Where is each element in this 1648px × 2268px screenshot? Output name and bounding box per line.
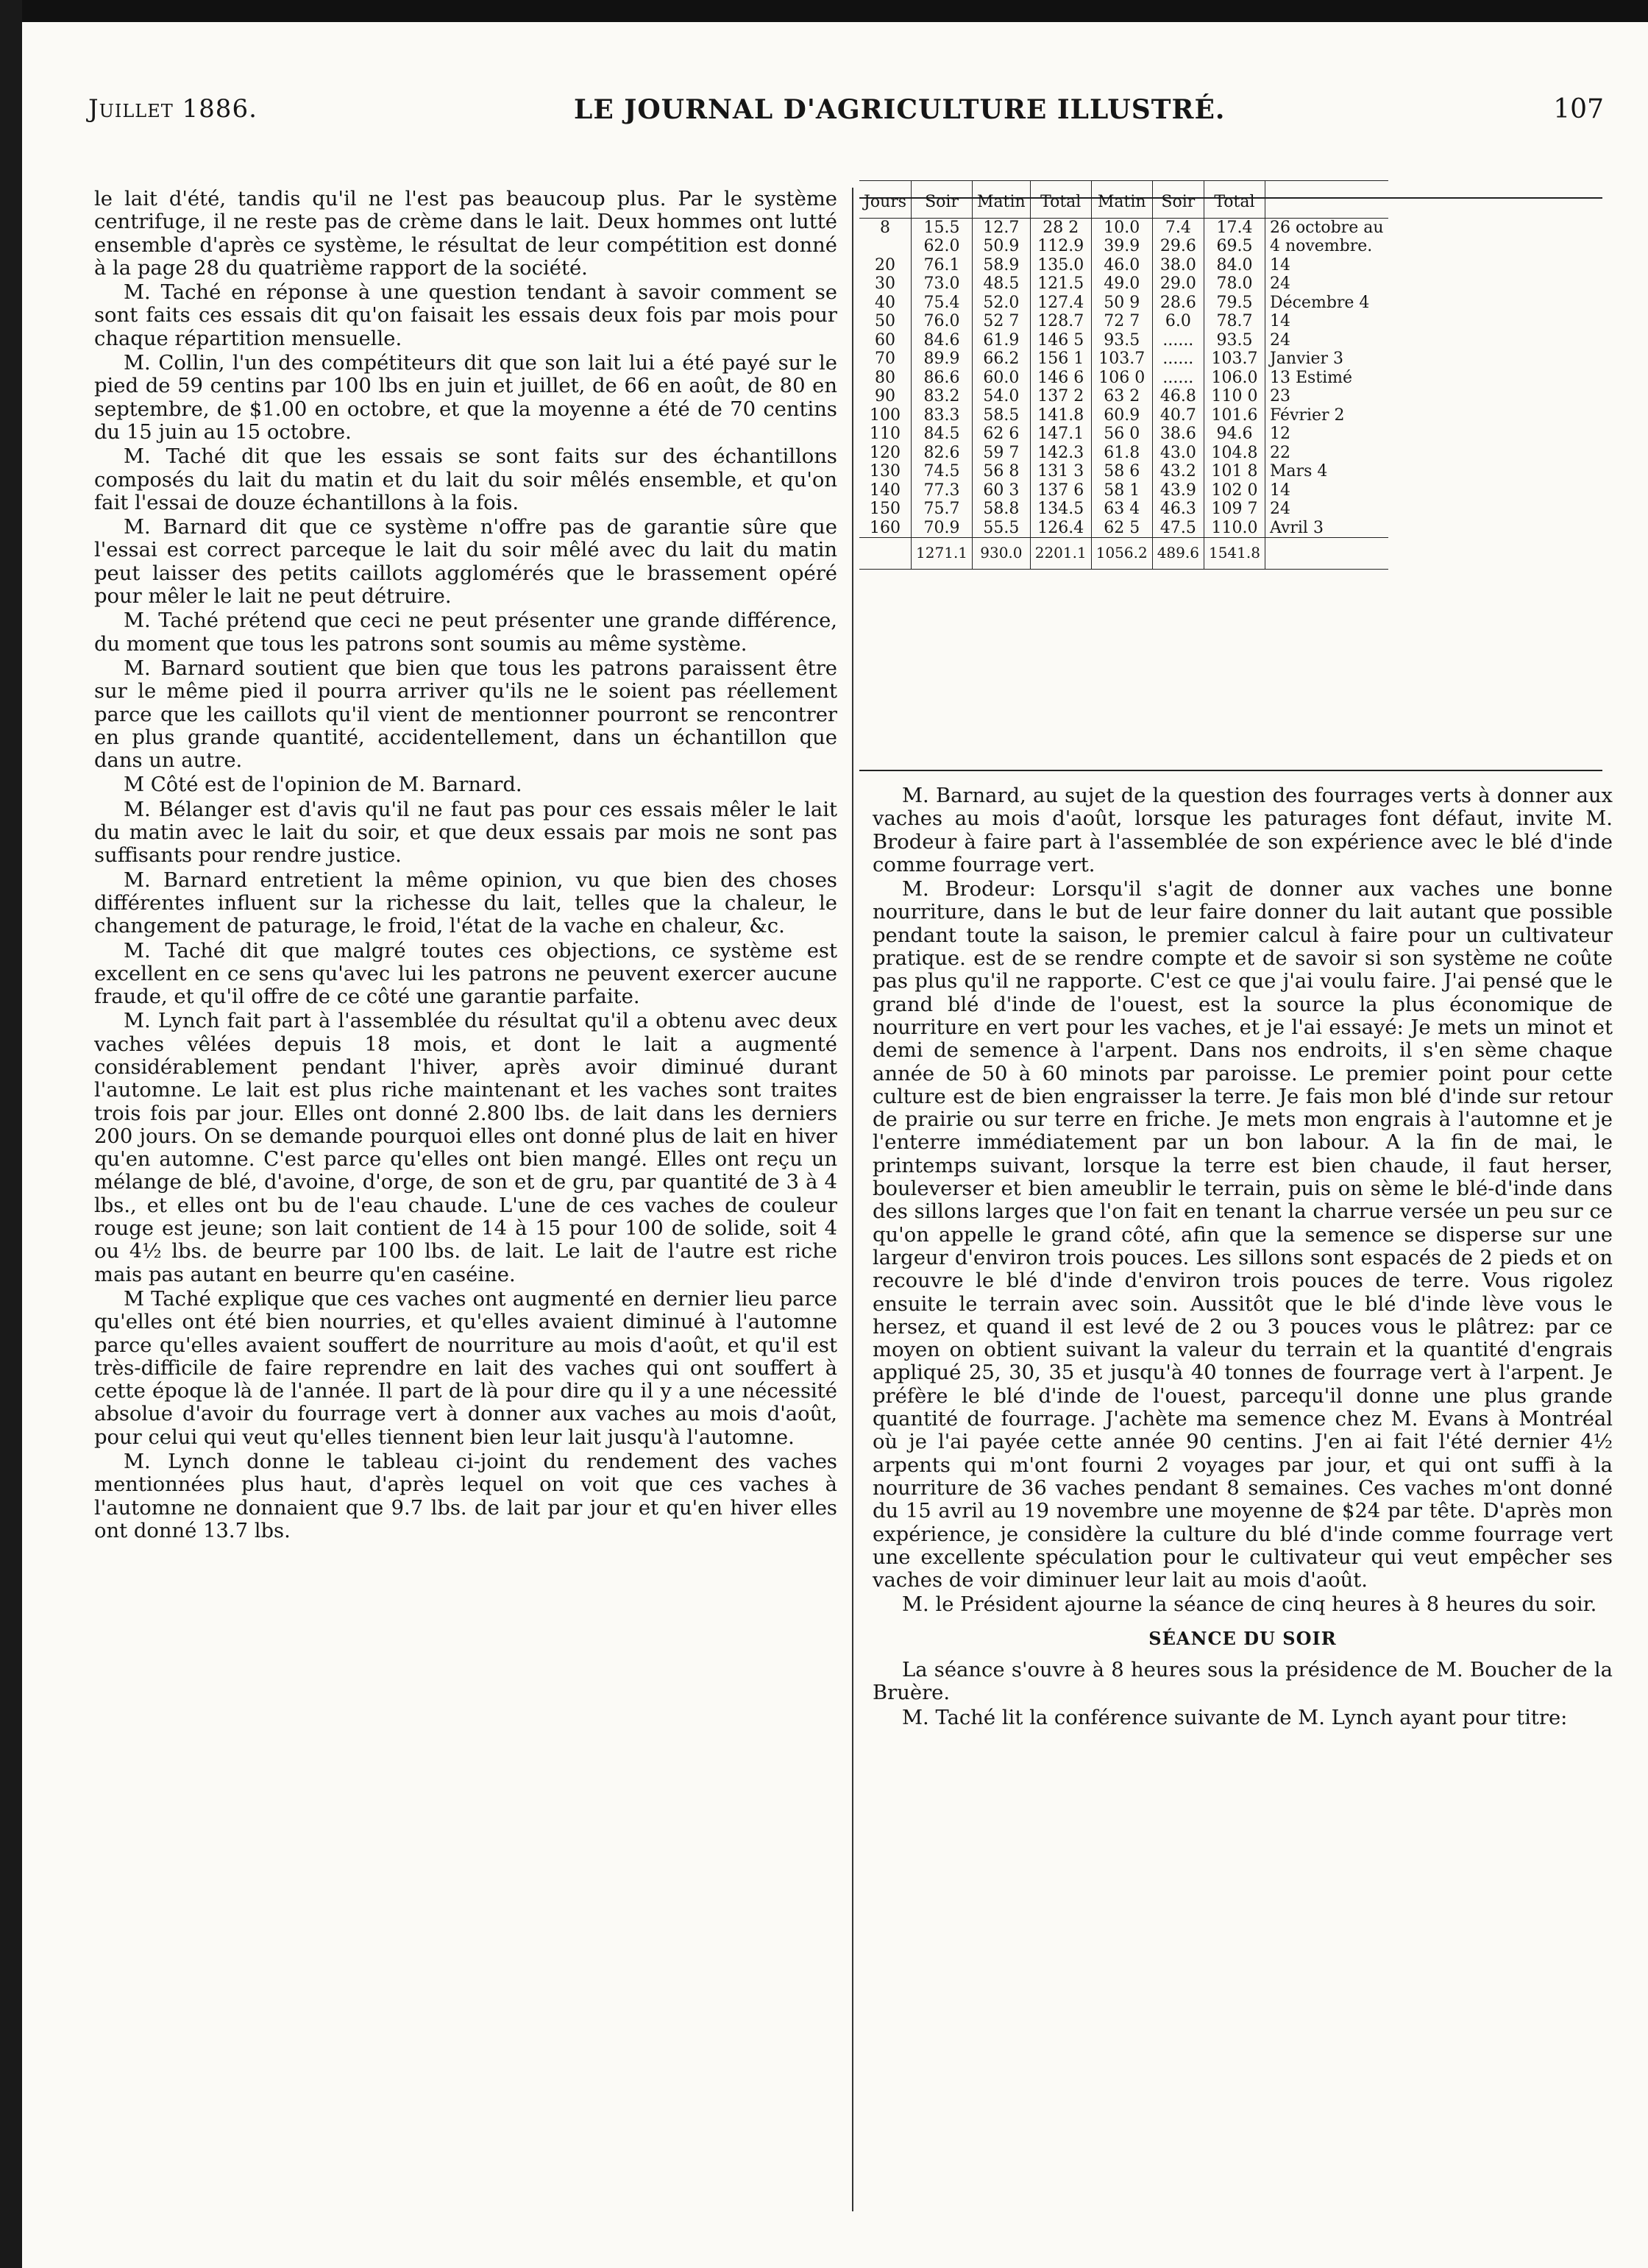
table-cell: 94.6 [1204, 425, 1265, 444]
table-cell: 69.5 [1204, 237, 1265, 256]
table-header-cell: Soir [1152, 181, 1204, 219]
table-cell: 127.4 [1030, 294, 1091, 313]
table-cell: 28 2 [1030, 218, 1091, 237]
table-cell: 40.7 [1152, 406, 1204, 425]
table-header-cell: Total [1030, 181, 1091, 219]
scan-left-border [0, 0, 22, 2268]
table-cell: 20 [875, 255, 896, 274]
table-cell: 76.0 [912, 312, 973, 331]
table-row [859, 462, 1388, 481]
table-cell: 84.0 [1204, 256, 1265, 275]
table-cell: 126.4 [1030, 519, 1091, 538]
table-row [859, 369, 1388, 388]
table-cell: 137 6 [1030, 481, 1091, 500]
table-cell: 62 6 [973, 425, 1031, 444]
table-row [859, 350, 1388, 369]
table-cell: 60 [875, 330, 896, 350]
table-cell: 78.7 [1204, 312, 1265, 331]
table-cell: 7.4 [1152, 218, 1204, 237]
right-column [873, 784, 1613, 1731]
table-cell: 72 7 [1091, 312, 1152, 331]
table-cell: 78.0 [1204, 274, 1265, 294]
table-cell: 121.5 [1030, 274, 1091, 294]
table-cell: 110.0 [1204, 519, 1265, 538]
paragraph: M. Barnard dit que ce système n'offre pas de garantie sûre que l'essai est correct parceque le lait du soir mêlé avec du lait du matin peut laisser des petits caillots agglomérés que le brassement opéré pour mêler le lait ne peut détruire. [94, 516, 837, 609]
paragraph: M. Taché prétend que ceci ne peut présenter une grande différence, du moment que tous les patrons sont soumis au même système. [94, 609, 837, 656]
table-cell: 24 [1265, 500, 1388, 519]
table-cell: 120 [870, 443, 901, 462]
table-cell: 62 5 [1091, 519, 1152, 538]
table-cell: 60 3 [973, 481, 1031, 500]
table-header-cell: Total [1204, 181, 1265, 219]
table-cell: 38.0 [1152, 256, 1204, 275]
table-cell: 50 9 [1091, 294, 1152, 313]
table-cell: 60.0 [973, 369, 1031, 388]
table-cell [859, 237, 912, 256]
table-total-cell: 1271.1 [912, 538, 973, 570]
table-cell: 109 7 [1204, 500, 1265, 519]
paragraph: M. Barnard soutient que bien que tous les patrons paraissent être sur le même pied il pourra arriver qu'ils ne le soient pas réellement parce que les caillots qu'il vient de mentionner pourront se rencontrer en plus grande quantité, accidentellement, dans un échantillon que dans un autre. [94, 656, 837, 773]
table-row [859, 425, 1388, 444]
table-cell: 70.9 [912, 519, 973, 538]
table-cell: 106 0 [1091, 369, 1152, 388]
table-cell: 61.8 [1091, 444, 1152, 463]
table-cell: 103.7 [1204, 350, 1265, 369]
table-cell: 147.1 [1030, 425, 1091, 444]
table-cell: 100 [870, 405, 901, 425]
table-cell: 22 [1265, 444, 1388, 463]
table-cell: 24 [1265, 274, 1388, 294]
table-cell: 54.0 [973, 387, 1031, 406]
paragraph: le lait d'été, tandis qu'il ne l'est pas beaucoup plus. Par le système centrifuge, il ne reste pas de crème dans le lait. Deux hommes ont lutté ensemble d'après ce système, le résultat de leur compétition est donné à la page 28 du quatrième rapport de la société. [94, 188, 837, 280]
table-cell: Janvier 3 [1265, 350, 1388, 369]
table-cell: 40 [875, 293, 896, 312]
table-cell: 131 3 [1030, 462, 1091, 481]
table-cell: 24 [1265, 331, 1388, 350]
table-cell: 142.3 [1030, 444, 1091, 463]
table-cell: 102 0 [1204, 481, 1265, 500]
table-cell: 12 [1265, 425, 1388, 444]
table-cell: 6.0 [1152, 312, 1204, 331]
table-bottom-rule [859, 770, 1602, 771]
table-cell: 74.5 [912, 462, 973, 481]
table-cell: 56 0 [1091, 425, 1152, 444]
table-cell: 146 6 [1030, 369, 1091, 388]
paragraph: M. Brodeur: Lorsqu'il s'agit de donner aux vaches une bonne nourriture, dans le but de leur faire donner du lait autant que possible pendant toute la saison, le premier calcul à faire pour un cultivateur pratique. est de se rendre compte et de savoir si son système ne coûte pas plus qu'il ne rapporte. C'est ce que j'ai voulu faire. J'ai pensé que le grand blé d'inde de l'ouest, est la source la plus économique de nourriture en vert pour les vaches, et je l'ai essayé: Je mets un minot et demi de semence à l'arpent. Dans nos endroits, il s'en sème chaque année de 50 à 60 minots par paroisse. Le premier point pour cette culture est de bien engraisser la terre. Je fais mon blé d'inde sur retour de prairie ou sur terre en friche. Je mets mon engrais à l'automne et je l'enterre immédiatement par un bon labour. A la fin de mai, le printemps suivant, lorsque la terre est bien chaude, il faut herser, bouleverser et bien ameublir le terrain, puis on sème le blé-d'inde dans des sillons larges que l'on fait en tenant la charrue versée un peu sur ce qu'on appelle le grand côté, afin que la semence se disperse sur une largeur d'environ trois pouces. Les sillons sont espacés de 2 pieds et on recouvre le blé d'inde d'environ trois pouces de terre. Vous rigolez ensuite le terrain avec soin. Aussitôt que le blé d'inde lève vous le hersez, et quand il est levé de 2 ou 3 pouces vous le plâtrez: par ce moyen on obtient suivant la valeur du terrain et la quantité d'engrais appliqué 25, 30, 35 et jusqu'à 40 tonnes de fourrage vert à l'arpent. Je préfère le blé d'inde de l'ouest, parcequ'il donne une plus grande quantité de fourrage. J'achète ma semence chez M. Evans à Montréal où je l'ai payée cette année 90 centins. J'en ai fait l'été dernier 4½ arpents qui m'ont fourni 2 voyages par jour, et qui ont suffi à la nourriture de 36 vaches pendant 8 semaines. Ces vaches m'ont donné du 15 avril au 19 novembre une moyenne de $24 par tête. D'après mon expérience, je considère la culture du blé d'inde comme fourrage vert une excellente spéculation pour le cultivateur qui veut empêcher ses vaches de voir diminuer leur lait au mois d'août. [873, 878, 1613, 1592]
table-total-cell: 930.0 [973, 538, 1031, 570]
table-cell: 130 [870, 462, 901, 481]
table-header-cell: Jours [859, 181, 912, 219]
table-cell: 12.7 [973, 218, 1031, 237]
table-cell: 50 [875, 312, 896, 330]
table-cell: 140 [870, 481, 901, 500]
table-cell: 15.5 [912, 218, 973, 237]
table-cell: 46.0 [1091, 256, 1152, 275]
table-row [859, 237, 1388, 256]
table-cell: 63 4 [1091, 500, 1152, 519]
table-cell: 104.8 [1204, 444, 1265, 463]
header-date: Juillet 1886. [88, 94, 258, 124]
table-cell: 75.4 [912, 294, 973, 313]
table-cell: 135.0 [1030, 256, 1091, 275]
table-row [859, 444, 1388, 463]
table-cell: 56 8 [973, 462, 1031, 481]
table-cell: 89.9 [912, 350, 973, 369]
table-row [859, 312, 1388, 331]
section-heading: SÉANCE DU SOIR [1148, 1627, 1337, 1649]
table-row [859, 256, 1388, 275]
table-cell: 52.0 [973, 294, 1031, 313]
table-cell: 29.6 [1152, 237, 1204, 256]
table-cell: 156 1 [1030, 350, 1091, 369]
table-cell: 58 1 [1091, 481, 1152, 500]
paragraph: M. Barnard, au sujet de la question des fourrages verts à donner aux vaches au mois d'août, lorsque les paturages font défaut, invite M. Brodeur à faire part à l'assemblée de son expérience avec le blé d'inde comme fourrage vert. [873, 784, 1613, 876]
table-cell: 73.0 [912, 274, 973, 294]
table-cell: Avril 3 [1265, 519, 1388, 538]
left-column [94, 188, 837, 1544]
table-cell: 23 [1265, 387, 1388, 406]
table-cell: 4 novembre. [1265, 237, 1388, 256]
table-cell: 82.6 [912, 444, 973, 463]
table-cell: Décembre 4 [1265, 294, 1388, 313]
table-cell: 39.9 [1091, 237, 1152, 256]
table-row [859, 331, 1388, 350]
table-cell: 43.0 [1152, 444, 1204, 463]
table-cell: ...... [1152, 331, 1204, 350]
table-cell: 112.9 [1030, 237, 1091, 256]
paragraph: M. Barnard entretient la même opinion, vu que bien des choses différentes influent sur la richesse du lait, telles que la chaleur, le changement de paturage, le froid, l'état de la vache en chaleur, &c. [94, 868, 837, 938]
table-cell: 128.7 [1030, 312, 1091, 331]
table-cell: 58.5 [973, 406, 1031, 425]
table-cell: 106.0 [1204, 369, 1265, 388]
table-cell: 83.2 [912, 387, 973, 406]
table-cell: 26 octobre au [1265, 218, 1388, 237]
table-cell: 48.5 [973, 274, 1031, 294]
table-cell: 103.7 [1091, 350, 1152, 369]
scan-top-border [0, 0, 1648, 22]
table-cell: 79.5 [1204, 294, 1265, 313]
table-header-cell: Matin [973, 181, 1031, 219]
paragraph: La séance s'ouvre à 8 heures sous la présidence de M. Boucher de la Bruère. [873, 1658, 1613, 1705]
table-cell: 47.5 [1152, 519, 1204, 538]
page-header [88, 94, 1604, 138]
table-total-row [859, 538, 1388, 570]
table-cell: 93.5 [1091, 331, 1152, 350]
table-row [859, 218, 1388, 237]
table-cell: 66.2 [973, 350, 1031, 369]
paragraph: M. Bélanger est d'avis qu'il ne faut pas pour ces essais mêler le lait du matin avec le lait du soir, et que deux essais par mois ne sont pas suffisants pour rendre justice. [94, 798, 837, 868]
header-page-number: 107 [1553, 94, 1604, 124]
table-cell: 10.0 [1091, 218, 1152, 237]
table-cell: 63 2 [1091, 387, 1152, 406]
table-cell: 86.6 [912, 369, 973, 388]
table-cell: 38.6 [1152, 425, 1204, 444]
table-cell: 137 2 [1030, 387, 1091, 406]
paragraph: M. Lynch fait part à l'assemblée du résultat qu'il a obtenu avec deux vaches vêlées depuis 18 mois, et dont le lait a augmenté considérablement pendant l'hiver, après avoir diminué durant l'automne. Le lait est plus riche maintenant et les vaches sont traites trois fois par jour. Elles ont donné 2.800 lbs. de lait dans les derniers 200 jours. On se demande pourquoi elles ont donné plus de lait en hiver qu'en automne. C'est parce qu'elles ont bien mangé. Elles ont reçu un mélange de blé, d'avoine, d'orge, de son et de gru, par quantité de 3 à 4 lbs., et elles ont bu de l'eau chaude. L'une de ces vaches de couleur rouge est jeune; son lait contient de 14 à 15 pour 100 de solide, soit 4 ou 4½ lbs. de beurre par 100 lbs. de lait. Le lait de l'autre est riche mais pas autant en beurre qu'en caséine. [94, 1010, 837, 1286]
table-cell: 83.3 [912, 406, 973, 425]
table-row [859, 387, 1388, 406]
table-cell: 59 7 [973, 444, 1031, 463]
table-cell: 50.9 [973, 237, 1031, 256]
table-cell: 77.3 [912, 481, 973, 500]
paragraph: M. Taché dit que les essais se sont faits sur des échantillons composés du lait du matin et du lait du soir mêlés ensemble, et qu'on fait l'essai de douze échantillons à la fois. [94, 445, 837, 514]
table-row [859, 481, 1388, 500]
table-header-cell: Soir [912, 181, 973, 219]
header-journal-title: LE JOURNAL D'AGRICULTURE ILLUSTRÉ. [574, 94, 1226, 125]
table-row [859, 519, 1388, 538]
paragraph: M. le Président ajourne la séance de cinq heures à 8 heures du soir. [902, 1593, 1597, 1617]
table-cell: 14 [1265, 481, 1388, 500]
table-cell: 134.5 [1030, 500, 1091, 519]
table-cell: 76.1 [912, 256, 973, 275]
table-row [859, 274, 1388, 294]
table-cell: ...... [1152, 350, 1204, 369]
table-cell: 43.2 [1152, 462, 1204, 481]
paragraph: M. Collin, l'un des compétiteurs dit que son lait lui a été payé sur le pied de 59 centins par 100 lbs en juin et juillet, de 66 en août, de 80 en septembre, de $1.00 en octobre, et que la moyenne a été de 70 centins du 15 juin au 15 octobre. [94, 352, 837, 444]
table-cell: 14 [1265, 256, 1388, 275]
milk-yield-table [859, 180, 1388, 570]
table-cell: 13 Estimé [1265, 369, 1388, 388]
table-total-cell: 1541.8 [1204, 538, 1265, 570]
table-total-cell: 489.6 [1152, 538, 1204, 570]
table-cell: 110 0 [1204, 387, 1265, 406]
table-header-cell: Matin [1091, 181, 1152, 219]
table-cell: 84.5 [912, 425, 973, 444]
table-cell: 52 7 [973, 312, 1031, 331]
table-cell: 93.5 [1204, 331, 1265, 350]
table-cell: 110 [870, 425, 901, 443]
paragraph: M Côté est de l'opinion de M. Barnard. [124, 773, 522, 797]
table-cell: 80 [875, 368, 896, 387]
table-cell: 141.8 [1030, 406, 1091, 425]
table-cell: 30 [875, 274, 896, 293]
table-cell: 146 5 [1030, 331, 1091, 350]
table-cell: 101.6 [1204, 406, 1265, 425]
table-cell: 55.5 [973, 519, 1031, 538]
paragraph: M. Taché lit la conférence suivante de M. Lynch ayant pour titre: [902, 1706, 1568, 1729]
table-cell: 17.4 [1204, 218, 1265, 237]
table-cell: 43.9 [1152, 481, 1204, 500]
table-total-cell [859, 538, 912, 570]
table-cell: 58 6 [1091, 462, 1152, 481]
table-cell: 150 [870, 500, 901, 518]
table-cell: 46.8 [1152, 387, 1204, 406]
table-cell: 58.9 [973, 256, 1031, 275]
table-cell: Mars 4 [1265, 462, 1388, 481]
table-row [859, 500, 1388, 519]
table-row [859, 294, 1388, 313]
table-cell: 46.3 [1152, 500, 1204, 519]
milk-yield-table-wrap [852, 180, 1613, 769]
table-cell: 90 [875, 387, 896, 405]
paragraph: M. Taché en réponse à une question tendant à savoir comment se sont faits ces essais dit qu'on faisait les essais deux fois par mois pour chaque répartition mensuelle. [94, 281, 837, 350]
table-cell: 14 [1265, 312, 1388, 331]
table-cell: 160 [870, 518, 901, 537]
table-cell: 49.0 [1091, 274, 1152, 294]
table-cell: ...... [1152, 369, 1204, 388]
table-cell: 75.7 [912, 500, 973, 519]
paragraph: M. Lynch donne le tableau ci-joint du rendement des vaches mentionnées plus haut, d'après lequel on voit que ces vaches à l'automne ne donnaient que 9.7 lbs. de lait par jour et qu'en hiver elles ont donné 13.7 lbs. [94, 1450, 837, 1542]
table-cell: Février 2 [1265, 406, 1388, 425]
table-cell: 29.0 [1152, 274, 1204, 294]
table-row [859, 406, 1388, 425]
table-cell: 60.9 [1091, 406, 1152, 425]
table-cell: 101 8 [1204, 462, 1265, 481]
table-cell: 58.8 [973, 500, 1031, 519]
table-cell: 84.6 [912, 331, 973, 350]
table-header-cell [1265, 181, 1388, 219]
table-total-cell: 2201.1 [1030, 538, 1091, 570]
table-cell: 28.6 [1152, 294, 1204, 313]
table-cell: 62.0 [912, 237, 973, 256]
paragraph: M Taché explique que ces vaches ont augmenté en dernier lieu parce qu'elles ont été bien nourries, et qu'elles avaient diminué à l'automne parce qu'elles avaient souffert de nourriture au mois d'août, et qu'il est très-difficile de faire reprendre en lait des vaches qui ont souffert à cette époque là de l'année. Il part de là pour dire qu il y a une nécessité absolue d'avoir du fourrage vert à donner aux vaches au mois d'août, pour celui qui veut qu'elles tiennent bien leur lait jusqu'à l'automne. [94, 1287, 837, 1449]
table-cell: 8 [880, 218, 891, 237]
table-total-cell [1265, 538, 1388, 570]
table-cell: 61.9 [973, 331, 1031, 350]
table-total-cell: 1056.2 [1091, 538, 1152, 570]
paragraph: M. Taché dit que malgré toutes ces objections, ce système est excellent en ce sens qu'avec lui les patrons ne peuvent exercer aucune fraude, et qu'il offre de ce côté une garantie parfaite. [94, 939, 837, 1009]
table-cell: 70 [875, 350, 896, 368]
